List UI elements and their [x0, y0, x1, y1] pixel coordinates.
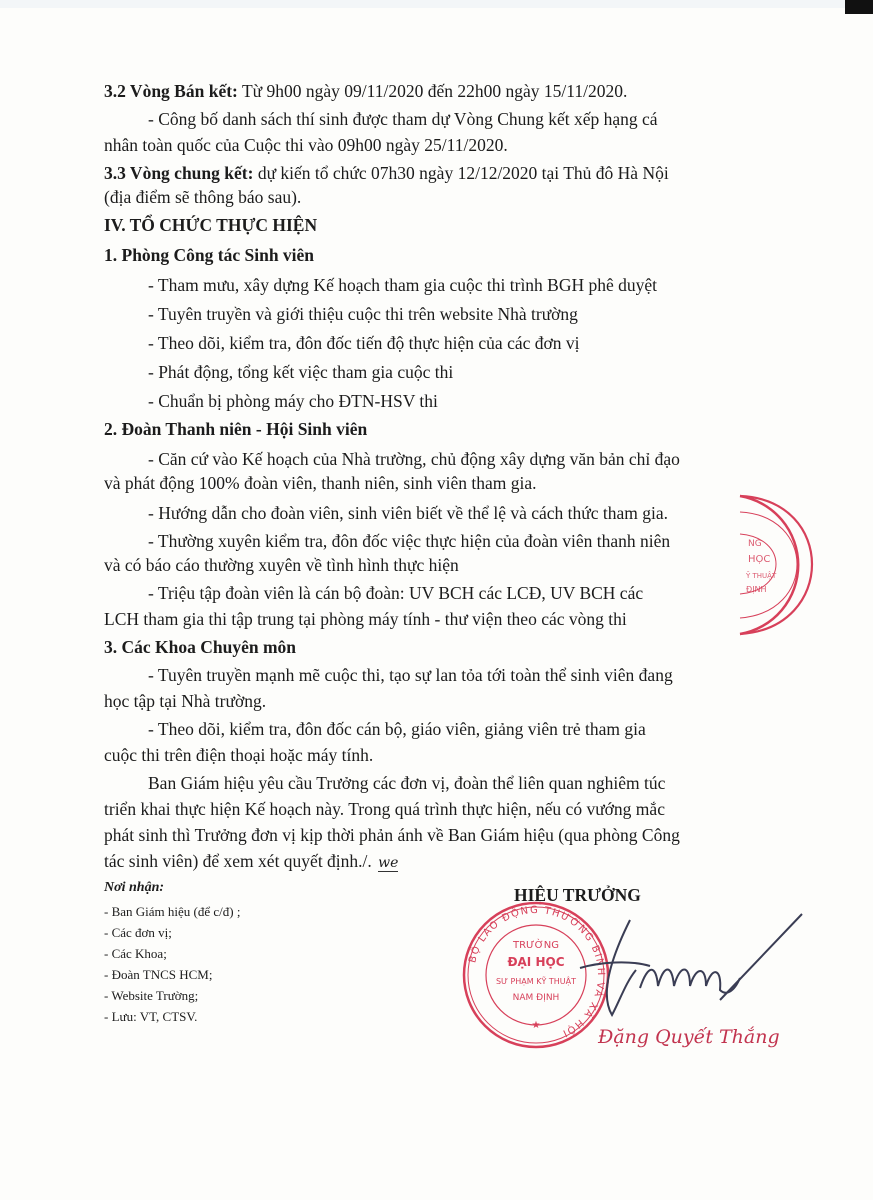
svg-text:ĐỊNH: ĐỊNH: [746, 585, 767, 594]
part-2-item-1-line-1: - Căn cứ vào Kế hoạch của Nhà trường, chủ động xây dựng văn bản chỉ đạo: [148, 449, 680, 469]
part-2-item-1-line-2: và phát động 100% đoàn viên, thanh niên, sinh viên tham gia.: [104, 473, 537, 493]
svg-text:HỌC: HỌC: [748, 554, 771, 565]
seal-center-line: ĐẠI HỌC: [507, 955, 565, 969]
signer-name: Đặng Quyết Thắng: [598, 1026, 780, 1048]
closing-line-1: Ban Giám hiệu yêu cầu Trưởng các đơn vị, đoàn thể liên quan nghiêm túc: [148, 773, 666, 793]
part-1-heading: 1. Phòng Công tác Sinh viên: [104, 245, 315, 265]
recipient-item: - Lưu: VT, CTSV.: [104, 1009, 198, 1024]
seal-star-icon: ★: [531, 1020, 541, 1031]
part-1-item: - Tham mưu, xây dựng Kế hoạch tham gia cuộc thi trình BGH phê duyệt: [148, 275, 658, 295]
part-1-item: - Chuẩn bị phòng máy cho ĐTN-HSV thi: [148, 391, 438, 411]
part-3-item-1-line-2: học tập tại Nhà trường.: [104, 691, 267, 711]
part-2-item-2: - Hướng dẫn cho đoàn viên, sinh viên biết về thể lệ và cách thức tham gia.: [148, 503, 669, 523]
margin-seal: [736, 488, 816, 638]
recipient-item: - Ban Giám hiệu (để c/đ) ;: [104, 904, 241, 919]
corner-mark: [845, 0, 873, 14]
signature-scribble: [540, 900, 820, 1030]
section-3-3-text: dự kiến tổ chức 07h30 ngày 12/12/2020 tại Thủ đô Hà Nội: [257, 163, 669, 183]
seal-center-line: SƯ PHẠM KỸ THUẬT: [495, 977, 577, 986]
closing-line-4: [104, 850, 398, 874]
recipient-item: - Đoàn TNCS HCM;: [104, 967, 213, 982]
signature-title: HIỆU TRƯỞNG: [514, 885, 641, 905]
section-3-3-heading: 3.3 Vòng chung kết:: [104, 163, 254, 183]
part-2-heading: 2. Đoàn Thanh niên - Hội Sinh viên: [104, 419, 368, 439]
part-2-item-3-line-1: - Thường xuyên kiểm tra, đôn đốc việc thực hiện của đoàn viên thanh niên: [148, 531, 671, 551]
top-edge: [0, 0, 873, 8]
section-3-2-line: [104, 80, 627, 102]
part-3-item-2-line-1: - Theo dõi, kiểm tra, đôn đốc cán bộ, giáo viên, giảng viên trẻ tham gia: [148, 719, 646, 739]
part-1-item: - Theo dõi, kiểm tra, đôn đốc tiến độ thực hiện của các đơn vị: [148, 333, 580, 353]
announce-line-2: nhân toàn quốc của Cuộc thi vào 09h00 ngày 25/11/2020.: [104, 135, 508, 155]
section-3-3-line: [104, 162, 669, 184]
seal-ring-text: BỘ LAO ĐỘNG THƯƠNG BINH VÀ XÃ HỘI: [467, 904, 607, 1039]
part-1-item: - Tuyên truyền và giới thiệu cuộc thi trên website Nhà trường: [148, 304, 578, 324]
recipient-item: - Các Khoa;: [104, 946, 167, 961]
section-iv-heading: IV. TỔ CHỨC THỰC HIỆN: [104, 215, 318, 235]
initials-mark: we: [378, 855, 399, 871]
recipient-item: - Website Trường;: [104, 988, 199, 1003]
part-2-item-4-line-2: LCH tham gia thi tập trung tại phòng máy tính - thư viện theo các vòng thi: [104, 609, 627, 629]
svg-text:NG: NG: [748, 539, 762, 549]
section-3-3-line-2: (địa điểm sẽ thông báo sau).: [104, 187, 302, 207]
closing-line-3: phát sinh thì Trưởng đơn vị kịp thời phản ánh về Ban Giám hiệu (qua phòng Công: [104, 825, 680, 845]
section-3-2-text: Từ 9h00 ngày 09/11/2020 đến 22h00 ngày 15/11/2020.: [241, 81, 628, 101]
recipients-title: Nơi nhận:: [104, 880, 165, 895]
section-3-2-heading: 3.2 Vòng Bán kết:: [104, 81, 238, 101]
part-2-item-4-line-1: - Triệu tập đoàn viên là cán bộ đoàn: UV BCH các LCĐ, UV BCH các: [148, 583, 644, 603]
svg-text:Ỹ THUẬT: Ỹ THUẬT: [746, 572, 777, 580]
part-3-item-1-line-1: - Tuyên truyền mạnh mẽ cuộc thi, tạo sự lan tỏa tới toàn thể sinh viên đang: [148, 665, 673, 685]
seal-center-line: NAM ĐỊNH: [512, 993, 560, 1003]
part-2-item-3-line-2: và có báo cáo thường xuyên về tình hình thực hiện: [104, 555, 459, 575]
part-3-item-2-line-2: cuộc thi trên điện thoại hoặc máy tính.: [104, 745, 374, 765]
seal-center-line: TRƯỜNG: [513, 940, 559, 951]
closing-line-2: triển khai thực hiện Kế hoạch này. Trong quá trình thực hiện, nếu có vướng mắc: [104, 799, 665, 819]
recipient-item: - Các đơn vị;: [104, 925, 172, 940]
part-1-item: - Phát động, tổng kết việc tham gia cuộc thi: [148, 362, 454, 382]
closing-text: tác sinh viên) để xem xét quyết định./.: [104, 851, 372, 871]
part-3-heading: 3. Các Khoa Chuyên môn: [104, 637, 297, 657]
announce-line-1: - Công bố danh sách thí sinh được tham dự Vòng Chung kết xếp hạng cá: [148, 109, 658, 129]
